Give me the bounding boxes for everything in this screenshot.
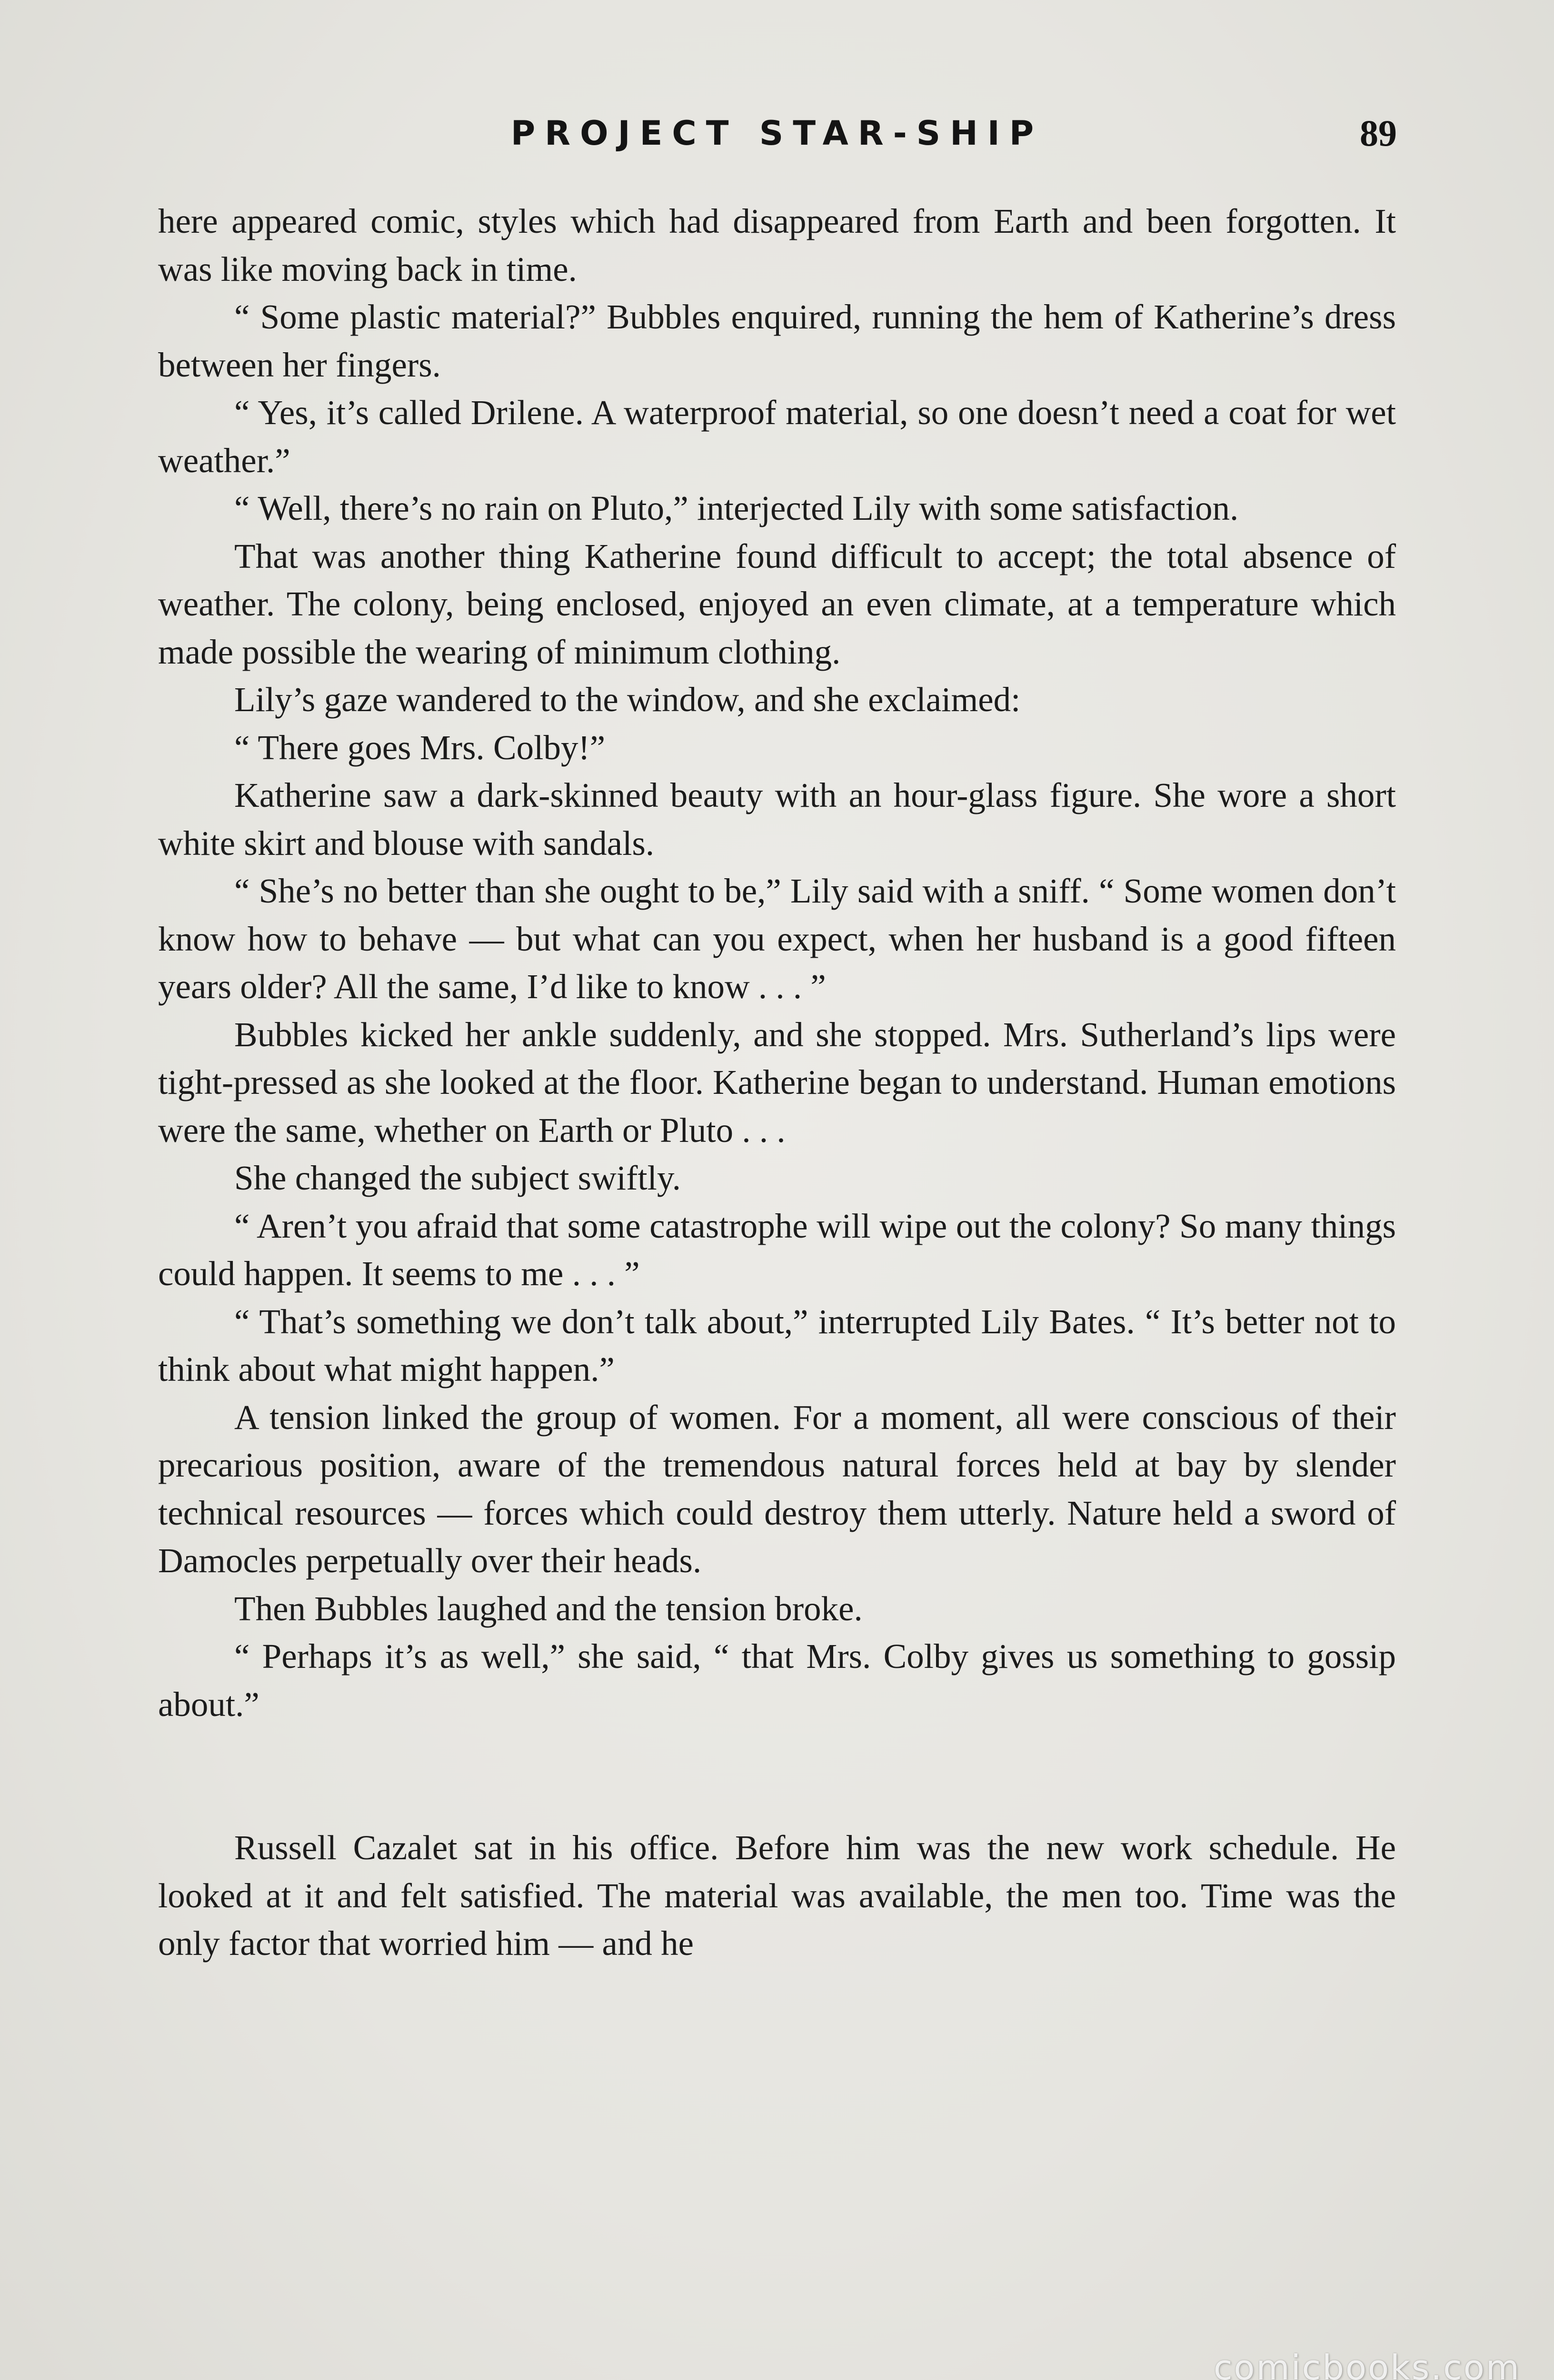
running-title: PROJECT STAR-SHIP xyxy=(510,114,1044,153)
paragraph: Bubbles kicked her ankle suddenly, and she stopped. Mrs. Sutherland’s lips were tight-pressed as she looked at the floor. Katherine began to understand. Human emotions were the same, whether on Earth or Pluto . . . xyxy=(158,1015,1396,1150)
page-number: 89 xyxy=(1360,112,1397,154)
paragraph: Then Bubbles laughed and the tension broke. xyxy=(234,1589,863,1628)
paragraph: That was another thing Katherine found difficult to accept; the total absence of weather. The colony, being enclosed, enjoyed an even climate, at a temperature which made possible the wearing of minimum clothing. xyxy=(158,536,1396,671)
watermark: comicbooks.com xyxy=(1213,2348,1521,2380)
paragraph: “ Perhaps it’s as well,” she said, “ that Mrs. Colby gives us something to gossip about.” xyxy=(158,1637,1396,1724)
paragraph: “ That’s something we don’t talk about,” interrupted Lily Bates. “ It’s better not to think about what might happen.” xyxy=(158,1302,1396,1388)
paragraph: She changed the subject swiftly. xyxy=(234,1159,681,1197)
paragraph: “ She’s no better than she ought to be,” Lily said with a sniff. “ Some women don’t know how to behave — but what can you expect, when her husband is a good fifteen years older? All the same, I’d like to know . . . ” xyxy=(158,872,1396,1006)
page-header xyxy=(157,107,1397,159)
paragraph: “ Yes, it’s called Drilene. A waterproof material, so one doesn’t need a coat for wet weather.” xyxy=(158,393,1396,480)
paragraph: “ There goes Mrs. Colby!” xyxy=(234,728,606,767)
paragraph: Katherine saw a dark-skinned beauty with an hour-glass figure. She wore a short white skirt and blouse with sandals. xyxy=(158,776,1396,863)
paragraph: Lily’s gaze wandered to the window, and she exclaimed: xyxy=(234,680,1021,719)
section-break xyxy=(158,1728,1396,1824)
paragraph: “ Some plastic material?” Bubbles enquired, running the hem of Katherine’s dress between her fingers. xyxy=(158,298,1396,384)
paragraph: here appeared comic, styles which had disappeared from Earth and been forgotten. It was like moving back in time. xyxy=(158,202,1396,288)
paragraph: “ Well, there’s no rain on Pluto,” interjected Lily with some satisfaction. xyxy=(234,489,1239,527)
paragraph: Russell Cazalet sat in his office. Before him was the new work schedule. He looked at it and felt satisfied. The material was available, the men too. Time was the only factor that worried him — and he xyxy=(158,1828,1396,1963)
body-text xyxy=(158,198,1396,1968)
paragraph: A tension linked the group of women. For a moment, all were conscious of their precarious position, aware of the tremendous natural forces held at bay by slender technical resources — forces which could destroy them utterly. Nature held a sword of Damocles perpetually over their heads. xyxy=(158,1398,1396,1580)
paragraph: “ Aren’t you afraid that some catastrophe will wipe out the colony? So many things could happen. It seems to me . . . ” xyxy=(158,1206,1396,1293)
